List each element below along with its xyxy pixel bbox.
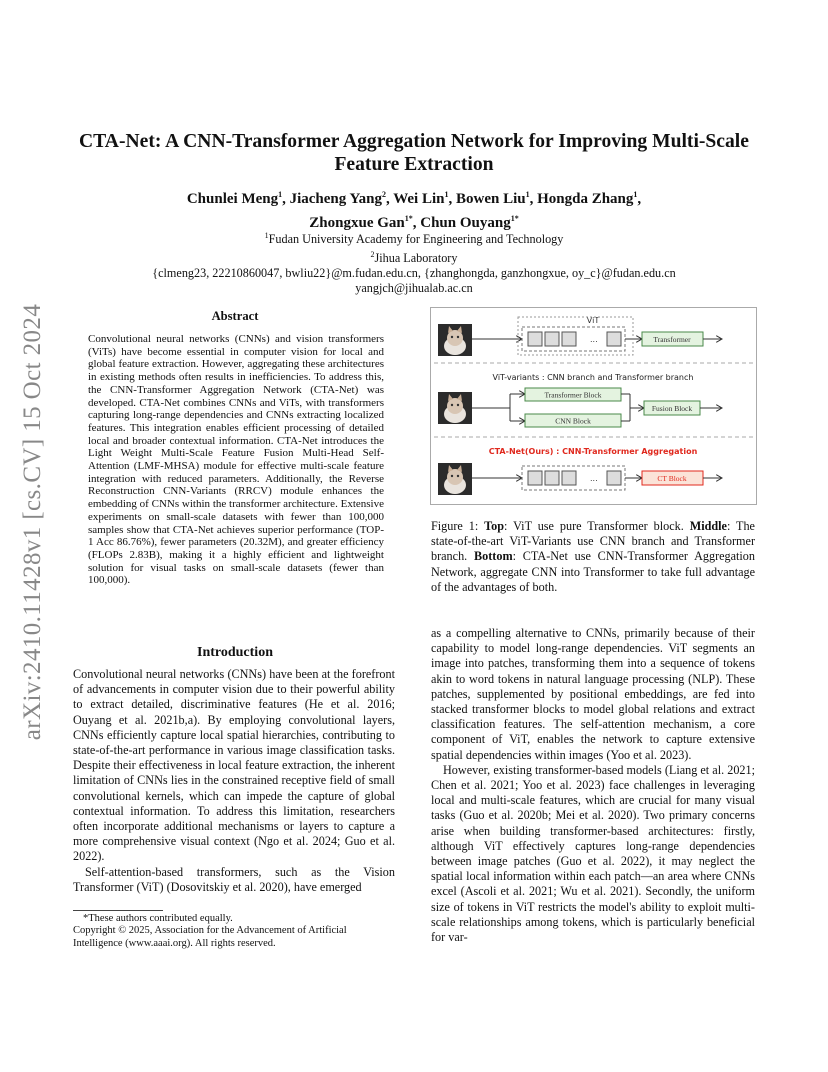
abstract-heading: Abstract xyxy=(211,309,259,323)
email-list[interactable]: {clmeng23, 22210860047, bwliu22}@m.fudan.edu.cn, {zhanghongda, ganzhongxue, oy_c}@fudan.edu.cn xyxy=(152,266,676,281)
author[interactable]: Zhongxue Gan xyxy=(309,215,405,231)
copyright-notice: Copyright © 2025, Association for the Advancement of Artificial Intelligence (www.aaai.org). All rights reserved. xyxy=(73,925,347,949)
intro-paragraph-2: Self-attention-based transformers, such as the Vision Transformer (ViT) (Dosovitskiy et al. 2020), have emerged xyxy=(73,864,395,894)
figure-1-caption: Figure 1: Top: ViT use pure Transformer block. Middle: The state-of-the-art ViT-Variants use CNN branch and Transformer branch. Bottom: CTA-Net use CNN-Transformer Aggregation Network, aggregate CNN into Transformer to take full advantage of the advantages of both. xyxy=(431,519,755,594)
affiliation-2: $^2$Jihua Laboratory xyxy=(370,250,458,266)
svg-text:Fusion Block: Fusion Block xyxy=(651,404,693,413)
footnote xyxy=(73,913,395,950)
svg-text:CNN Block: CNN Block xyxy=(555,416,591,426)
cta-net-label: CTA-Net(Ours) : CNN-Transformer Aggregation xyxy=(488,447,698,456)
arxiv-sidebar-id: arXiv:2410.11428v1 [cs.CV] 15 Oct 2024 xyxy=(19,303,46,741)
author[interactable]: Chun Ouyang xyxy=(420,215,511,231)
affiliations xyxy=(70,228,758,296)
svg-text:...: ... xyxy=(590,474,598,483)
author[interactable]: Hongda Zhang xyxy=(537,191,634,207)
intro-paragraph-3: However, existing transformer-based models (Liang et al. 2021; Chen et al. 2021; Yoo et al. 2023) face challenges in leveraging local and multi-scale features, which are crucial for many visual tasks (Guo et al. 2020b; Mei et al. 2020). Two primary concerns arise when building transformer-based architectures: firstly, although ViT effectively captures long-range dependencies between image patches (Guo et al. 2022), it may neglect the spatial local information within each patch—an area where CNNs excel (Ascoli et al. 2021; Wu et al. 2021). Secondly, the uniform size of tokens in ViT restricts the model's ability to exploit multi-scale relationships among tokens, which is particularly beneficial for var- xyxy=(431,762,755,945)
author[interactable]: Bowen Liu xyxy=(455,191,526,207)
cat-image xyxy=(438,392,472,424)
intro-paragraph-1: Convolutional neural networks (CNNs) have been at the forefront of advancements in computer vision due to their powerful ability to extract detailed, discriminative features (He et al. 2016; Ouyang et al. 2021b,a). By employing convolutional layers, CNNs efficiently capture local spatial hierarchies, contributing to state-of-the-art performance in various image classification tasks. Despite their effectiveness in local feature extraction, the inherent limitation of CNNs lies in the constrained receptive field of small convolutional kernels, which can impede the capture of global contextual information. To address this limitation, researchers often incorporate additional mechanisms or layers to capture a more comprehensive visual context (Ngo et al. 2024; Guo et al. 2022). xyxy=(73,667,395,864)
vit-label: ViT xyxy=(586,316,600,325)
svg-text:CT Block: CT Block xyxy=(657,474,687,483)
footnote-rule xyxy=(73,910,163,911)
cat-image xyxy=(438,463,472,495)
svg-text:Transformer Block: Transformer Block xyxy=(544,390,602,400)
author-list xyxy=(70,185,758,233)
affiliation-1: $^1$Fudan University Academy for Engineering and Technology xyxy=(264,231,564,247)
authors-line-2: Zhongxue Gan$^{1*}$, Chun Ouyang$^{1*}$ xyxy=(309,214,519,231)
svg-text:...: ... xyxy=(590,335,598,344)
author[interactable]: Wei Lin xyxy=(393,191,445,207)
vit-variants-label: ViT-variants : CNN branch and Transformer branch xyxy=(492,373,694,382)
footnote-equal-contribution: *These authors contributed equally. xyxy=(83,913,233,924)
right-column-body xyxy=(431,626,755,945)
section-heading-introduction: Introduction xyxy=(197,645,273,660)
abstract-text: Convolutional neural networks (CNNs) and vision transformers (ViTs) have become essential in computer vision for local and global feature extraction. However, aggregating these architectures in existing methods often results in inefficiencies. To address this, the CNN-Transformer Aggregation Network (CTA-Net) was developed. CTA-Net combines CNNs and ViTs, with transformers capturing long-range dependencies and CNNs extracting localized features. This integration enables efficient processing of detailed local and broader contextual information. CTA-Net introduces the Light Weight Multi-Scale Feature Fusion Multi-Head Self-Attention (LMF-MHSA) module for effective multi-scale feature integration with reduced parameters. Additionally, the Reverse Reconstruction CNN-Variants (RRCV) module enhances the embedding of CNNs within the transformer architecture. Extensive experiments on small-scale datasets with fewer than 100,000 samples show that CTA-Net achieves superior performance (TOP-1 Acc 86.76%), fewer parameters (20.32M), and greater efficiency (FLOPs 2.83B), making it a highly efficient and lightweight solution for visual tasks on small-scale datasets (fewer than 100,000). xyxy=(88,333,384,587)
email-list[interactable]: yangjch@jihualab.ac.cn xyxy=(355,281,473,296)
left-column-body xyxy=(73,667,395,895)
intro-paragraph-2-continued: as a compelling alternative to CNNs, primarily because of their capability to model long-range dependencies. ViT segments an image into patches, transforming them into a sequence of tokens akin to word tokens in natural language processing (NLP). These patches, supplemented by positional embeddings, are fed into stacked transformer blocks to model global relations and extract classification features. The self-attention mechanism, a core component of ViT, enables the network to capture extensive spatial dependencies within images (Yoo et al. 2023). xyxy=(431,626,755,762)
authors-line-1: Chunlei Meng$^1$, Jiacheng Yang$^2$, Wei Lin$^1$, Bowen Liu$^1$, Hongda Zhang$^1$, xyxy=(186,190,642,207)
cat-image xyxy=(438,324,472,356)
author[interactable]: Chunlei Meng xyxy=(186,191,279,207)
author[interactable]: Jiacheng Yang xyxy=(289,191,382,207)
figure-1 xyxy=(430,307,757,505)
paper-title: CTA-Net: A CNN-Transformer Aggregation Network for Improving Multi-Scale Feature Extraction xyxy=(79,131,749,175)
svg-text:Transformer: Transformer xyxy=(653,335,691,344)
